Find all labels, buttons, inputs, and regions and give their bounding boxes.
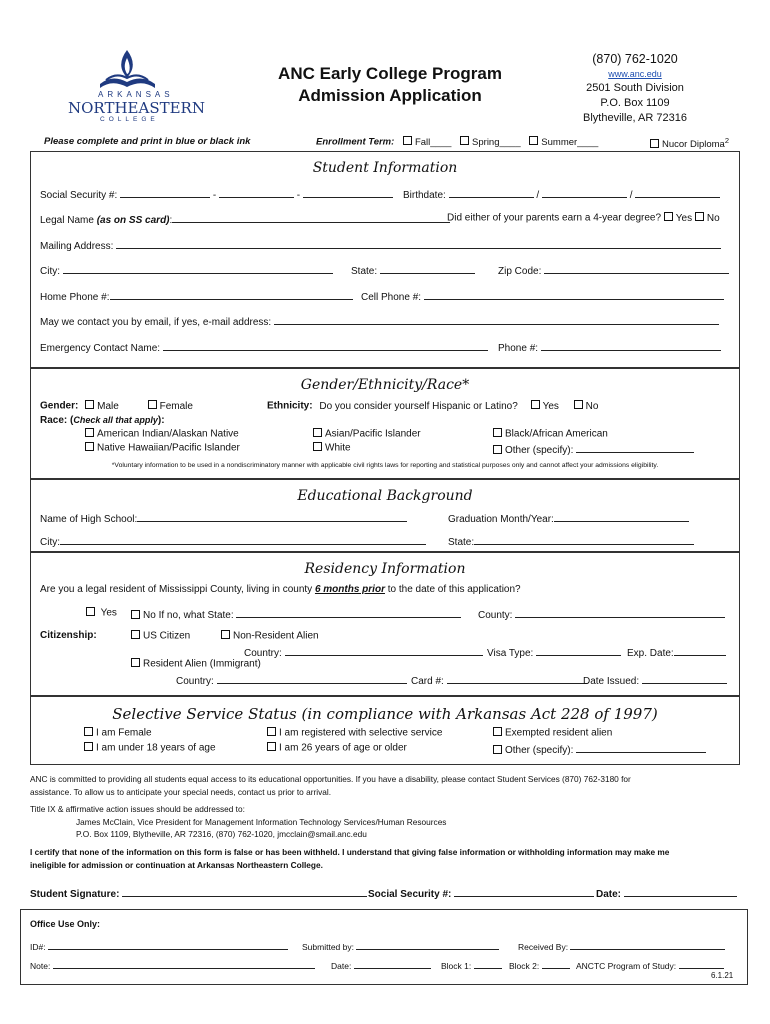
if-no-state-label: If no, what State:: [158, 610, 234, 621]
college-phone: (870) 762-1020: [592, 52, 678, 66]
residency-yes-option[interactable]: [86, 607, 117, 619]
spring-option[interactable]: [460, 137, 521, 148]
title-ix-contact-line2: P.O. Box 1109, Blytheville, AR 72316, (870) 762-1020, jmcclain@smail.anc.edu: [76, 829, 367, 839]
american-indian-label: American Indian/Alaskan Native: [97, 428, 239, 440]
ss-age26-checkbox[interactable]: [267, 742, 276, 751]
summer-checkbox[interactable]: [529, 136, 538, 145]
email-field[interactable]: [40, 314, 719, 328]
mailing-address-field[interactable]: [40, 238, 721, 252]
received-by-label: Received By:: [518, 942, 569, 952]
selective-service-section: [30, 696, 740, 765]
gender-label: Gender:: [40, 400, 79, 412]
hispanic-no-checkbox[interactable]: [574, 400, 583, 409]
race-label-text: Race: (: [40, 415, 74, 426]
race-other-option[interactable]: [493, 442, 694, 456]
parents-yes-option[interactable]: [664, 213, 692, 224]
signature-date-label: Date:: [596, 889, 622, 900]
male-option[interactable]: [85, 401, 119, 412]
nucor-footnote-mark: 2: [724, 136, 729, 145]
gender-ethnicity-section: [30, 368, 740, 479]
ss-under18-checkbox[interactable]: [84, 742, 93, 751]
college-address-line3: Blytheville, AR 72316: [583, 112, 687, 124]
office-id-field[interactable]: [30, 939, 288, 952]
ss-registered-checkbox[interactable]: [267, 727, 276, 736]
birthdate-label: Birthdate:: [403, 190, 446, 201]
fall-option[interactable]: [403, 137, 451, 148]
legal-name-field[interactable]: [40, 212, 450, 226]
student-signature-label: Student Signature:: [30, 889, 120, 900]
resident-country-field[interactable]: [176, 673, 407, 687]
legal-name-note: (as on SS card): [96, 215, 170, 226]
ss-registered-option[interactable]: [267, 727, 442, 739]
residency-question-c: to the date of this application?: [384, 584, 521, 595]
ss-age26-label: I am 26 years of age or older: [279, 742, 407, 754]
disability-statement-line2: assistance. To allow us to anticipate your special needs, contact us prior to arrival.: [30, 787, 331, 797]
office-date-field[interactable]: [331, 958, 431, 971]
date-issued-field[interactable]: [583, 673, 727, 687]
school-city-label: City:: [40, 537, 60, 548]
student-information-section: [30, 151, 740, 368]
residency-question-emphasis: 6 months prior: [314, 584, 385, 595]
office-note-field[interactable]: [30, 958, 315, 971]
race-other-label: Other (specify):: [505, 445, 574, 456]
emergency-contact-label: Emergency Contact Name:: [40, 343, 161, 354]
hispanic-yes-option[interactable]: [531, 401, 559, 412]
male-label: Male: [97, 400, 119, 412]
gender-ethnicity-title: Gender/Ethnicity/Race*: [300, 377, 470, 393]
us-citizen-label: US Citizen: [143, 630, 191, 642]
ethnicity-label: Ethnicity:: [267, 400, 313, 412]
hawaiian-checkbox[interactable]: [85, 442, 94, 451]
block2-label: Block 2:: [509, 961, 540, 971]
ss-female-checkbox[interactable]: [84, 727, 93, 736]
office-date-label: Date:: [331, 961, 352, 971]
visa-type-label: Visa Type:: [487, 648, 534, 659]
city-label: City:: [40, 266, 60, 277]
high-school-field[interactable]: [40, 511, 407, 525]
spring-label: Spring____: [472, 136, 521, 148]
hispanic-question: Do you consider yourself Hispanic or Latino?: [319, 400, 518, 412]
us-citizen-checkbox[interactable]: [131, 630, 140, 639]
ss-other-option[interactable]: [493, 742, 706, 756]
college-website-link[interactable]: www.anc.edu: [608, 69, 662, 79]
voluntary-footnote: *Voluntary information to be used in a nondiscriminatory manner with applicable civil rights laws for reporting and statistical purposes only and cannot affect your admissions eligibility.: [111, 462, 659, 469]
spring-checkbox[interactable]: [460, 136, 469, 145]
race-other-checkbox[interactable]: [493, 445, 502, 454]
ss-female-label: I am Female: [96, 727, 152, 739]
residency-yes-label: Yes: [100, 607, 117, 619]
resident-alien-label: Resident Alien (Immigrant): [143, 658, 261, 670]
signature-date-field[interactable]: [596, 886, 737, 900]
disability-statement-line1: ANC is committed to providing all students equal access to its educational opportunities. If you have a disability, please contact Student Services (870) 762-3180 for: [30, 774, 631, 784]
card-number-field[interactable]: [411, 673, 587, 687]
form-version: 6.1.21: [711, 971, 734, 980]
email-label: May we contact you by email, if yes, e-mail address:: [40, 317, 272, 328]
parents-degree-question: [447, 212, 720, 224]
non-resident-option[interactable]: [221, 630, 319, 642]
parents-no-checkbox[interactable]: [695, 212, 704, 221]
office-note-label: Note:: [30, 961, 51, 971]
educational-background-title: Educational Background: [297, 488, 473, 504]
female-option[interactable]: [148, 401, 193, 412]
enrollment-term-row: [316, 136, 598, 148]
residency-question: [40, 584, 521, 595]
american-indian-checkbox[interactable]: [85, 428, 94, 437]
citizenship-label-text: Citizenship:: [40, 630, 97, 641]
form-title-line1: ANC Early College Program: [278, 64, 502, 83]
emergency-phone-field[interactable]: [498, 340, 721, 354]
female-label: Female: [159, 400, 193, 412]
resident-alien-option[interactable]: [131, 658, 261, 670]
white-checkbox[interactable]: [313, 442, 322, 451]
parents-yes-checkbox[interactable]: [664, 212, 673, 221]
summer-label: Summer____: [541, 136, 599, 148]
ss-age26-option[interactable]: [267, 742, 407, 754]
home-phone-field[interactable]: [40, 289, 353, 303]
non-resident-label: Non-Resident Alien: [233, 630, 319, 642]
logo-top-text: ARKANSAS: [98, 90, 174, 99]
ss-under18-option[interactable]: [84, 742, 216, 754]
female-checkbox[interactable]: [148, 400, 157, 409]
ss-registered-label: I am registered with selective service: [279, 727, 443, 739]
signature-ssn-field[interactable]: [368, 886, 594, 900]
program-of-study-label: ANCTC Program of Study:: [576, 961, 677, 971]
cell-phone-label: Cell Phone #:: [361, 292, 422, 303]
race-label: [40, 415, 165, 426]
resident-alien-checkbox[interactable]: [131, 658, 140, 667]
exp-date-label: Exp. Date:: [627, 648, 674, 659]
american-indian-option[interactable]: [85, 428, 239, 440]
fall-checkbox[interactable]: [403, 136, 412, 145]
gender-row: [40, 400, 193, 412]
logo-bottom-text: COLLEGE: [100, 116, 159, 123]
ss-exempted-option[interactable]: [493, 727, 612, 739]
race-label-close: ):: [157, 415, 165, 426]
ss-exempted-checkbox[interactable]: [493, 727, 502, 736]
certification-line2: ineligible for admission or continuation at Arkansas Northeastern College.: [30, 860, 323, 870]
residency-section: [30, 552, 740, 696]
school-state-field[interactable]: [448, 534, 694, 548]
office-use-section: [20, 909, 748, 985]
residency-question-a: Are you a legal resident of Mississippi County, living in county: [40, 584, 315, 595]
non-resident-country-field[interactable]: [244, 645, 483, 659]
city-field[interactable]: [40, 263, 333, 277]
white-option[interactable]: [313, 442, 351, 454]
non-resident-country-label: Country:: [244, 648, 282, 659]
zip-code-label: Zip Code:: [498, 266, 542, 277]
residency-no-label: No: [143, 610, 156, 621]
graduation-field[interactable]: [448, 511, 689, 525]
student-signature-field[interactable]: [30, 886, 367, 900]
nucor-label: Nucor Diploma: [662, 139, 725, 151]
submitted-by-label: Submitted by:: [302, 942, 354, 952]
black-option[interactable]: [493, 428, 608, 440]
summer-option[interactable]: [529, 137, 598, 148]
visa-type-field[interactable]: [487, 645, 621, 659]
zip-code-field[interactable]: [498, 263, 729, 277]
block1-field[interactable]: [441, 958, 502, 971]
office-id-label: ID#:: [30, 942, 46, 952]
school-state-label: State:: [448, 537, 475, 548]
college-logo: [60, 42, 205, 124]
asian-option[interactable]: [313, 428, 421, 440]
cell-phone-field[interactable]: [361, 289, 724, 303]
emergency-phone-label: Phone #:: [498, 343, 539, 354]
ss-other-checkbox[interactable]: [493, 745, 502, 754]
ss-exempted-label: Exempted resident alien: [505, 727, 613, 739]
program-of-study-field[interactable]: [576, 958, 724, 971]
ssn-field[interactable]: Social Security #: - -: [40, 187, 393, 201]
signature-ssn-label: Social Security #:: [368, 889, 452, 900]
hispanic-yes-checkbox[interactable]: [531, 400, 540, 409]
title-ix-heading: Title IX & affirmative action issues should be addressed to:: [30, 804, 245, 814]
ss-female-option[interactable]: [84, 727, 152, 739]
asian-checkbox[interactable]: [313, 428, 322, 437]
hispanic-no-label: No: [585, 400, 599, 412]
citizenship-label: [40, 630, 97, 641]
educational-background-section: [30, 479, 740, 552]
state-label: State:: [351, 266, 378, 277]
date-issued-label: Date Issued:: [583, 676, 640, 687]
legal-name-label: Legal Name: [40, 215, 97, 226]
school-city-field[interactable]: [40, 534, 426, 548]
block2-field[interactable]: [509, 958, 570, 971]
hispanic-yes-label: Yes: [542, 400, 559, 412]
black-label: Black/African American: [505, 428, 608, 440]
legal-name-colon: :: [169, 215, 173, 226]
parents-no-option[interactable]: [695, 213, 720, 224]
graduation-label: Graduation Month/Year:: [448, 514, 554, 525]
residency-title: Residency Information: [304, 561, 466, 577]
race-note: Check all that apply: [73, 415, 158, 425]
office-use-title: Office Use Only:: [30, 919, 101, 929]
form-title-line2: Admission Application: [298, 86, 482, 105]
title-ix-contact-line1: James McClain, Vice President for Management Information Technology Services/Human Resources: [76, 817, 447, 827]
residency-county-label: County:: [478, 610, 513, 621]
birthdate-field[interactable]: Birthdate: / /: [403, 187, 720, 201]
card-number-label: Card #:: [411, 676, 444, 687]
book-flame-icon: [60, 42, 195, 92]
college-address-line1: 2501 South Division: [586, 82, 684, 94]
residency-county-field[interactable]: [478, 607, 725, 621]
parents-yes-label: Yes: [675, 212, 693, 224]
nucor-checkbox[interactable]: [650, 139, 659, 148]
hispanic-no-option[interactable]: [574, 401, 599, 412]
residency-no-checkbox[interactable]: [131, 610, 140, 619]
emergency-contact-field[interactable]: [40, 340, 488, 354]
parents-degree-label: Did either of your parents earn a 4-year degree?: [447, 212, 662, 224]
fall-label: Fall____: [414, 136, 452, 148]
exp-date-field[interactable]: [627, 645, 726, 659]
submitted-by-field[interactable]: [302, 939, 499, 952]
enrollment-term-label: Enrollment Term:: [316, 136, 395, 148]
asian-label: Asian/Pacific Islander: [325, 428, 421, 440]
male-checkbox[interactable]: [85, 400, 94, 409]
hawaiian-option[interactable]: [85, 442, 240, 454]
received-by-field[interactable]: [518, 939, 725, 952]
parents-no-label: No: [706, 212, 720, 224]
ssn-label: Social Security #:: [40, 190, 118, 201]
resident-country-label: Country:: [176, 676, 214, 687]
high-school-label: Name of High School:: [40, 514, 138, 525]
black-checkbox[interactable]: [493, 428, 502, 437]
ss-under18-label: I am under 18 years of age: [96, 742, 216, 754]
nucor-option[interactable]: [650, 136, 729, 150]
student-information-title: Student Information: [312, 160, 458, 176]
ss-other-label: Other (specify):: [505, 745, 574, 756]
home-phone-label: Home Phone #:: [40, 292, 110, 303]
non-resident-checkbox[interactable]: [221, 630, 230, 639]
residency-no-option[interactable]: [131, 607, 461, 621]
ink-instructions: Please complete and print in blue or black ink: [44, 136, 251, 147]
ethnicity-row: [267, 400, 598, 412]
residency-yes-checkbox[interactable]: [86, 607, 95, 616]
certification-line1: I certify that none of the information on this form is false or has been withheld. I understand that giving false information or withholding information may make me: [30, 847, 670, 857]
state-field[interactable]: [351, 263, 475, 277]
block1-label: Block 1:: [441, 961, 472, 971]
hawaiian-label: Native Hawaiian/Pacific Islander: [97, 442, 240, 454]
college-address-line2: P.O. Box 1109: [600, 97, 670, 109]
selective-service-title: Selective Service Status (in compliance with Arkansas Act 228 of 1997): [112, 705, 658, 723]
us-citizen-option[interactable]: [131, 630, 190, 642]
mailing-address-label: Mailing Address:: [40, 241, 114, 252]
white-label: White: [325, 442, 351, 454]
logo-main-text: NORTHEASTERN: [68, 99, 205, 117]
